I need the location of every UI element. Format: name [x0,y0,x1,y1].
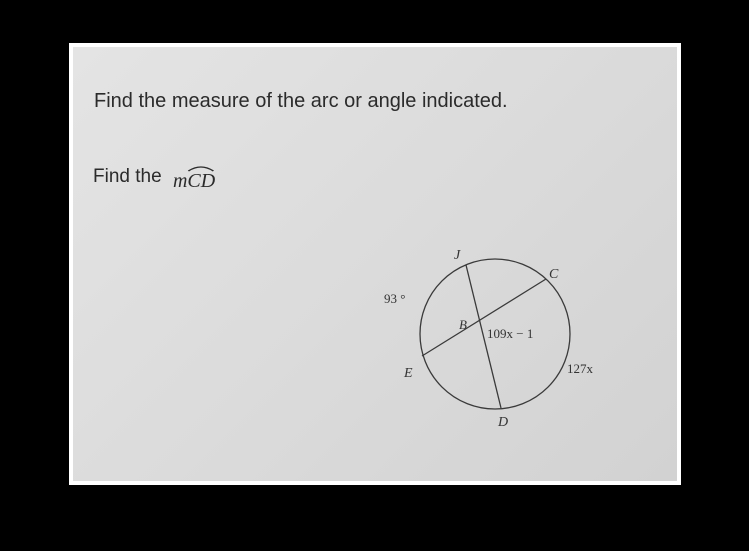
instruction-text: Find the measure of the arc or angle indicated. [94,90,508,112]
measure-symbol: m [172,170,188,192]
circle-diagram [73,47,677,481]
question-prefix: Find the [93,166,162,187]
arc-name: CD [187,170,216,192]
point-label-b: B [459,317,467,332]
arc-cd-measure: 127x [567,361,593,376]
question-panel [73,47,677,481]
arc-je-measure: 93 ° [384,291,406,306]
point-label-j: J [454,248,461,263]
point-label-d: D [498,415,509,430]
image-frame [69,43,681,485]
angle-measure: 109x − 1 [487,326,534,341]
point-label-e: E [404,366,413,381]
point-label-c: C [549,267,559,282]
chord-ec [422,279,546,356]
